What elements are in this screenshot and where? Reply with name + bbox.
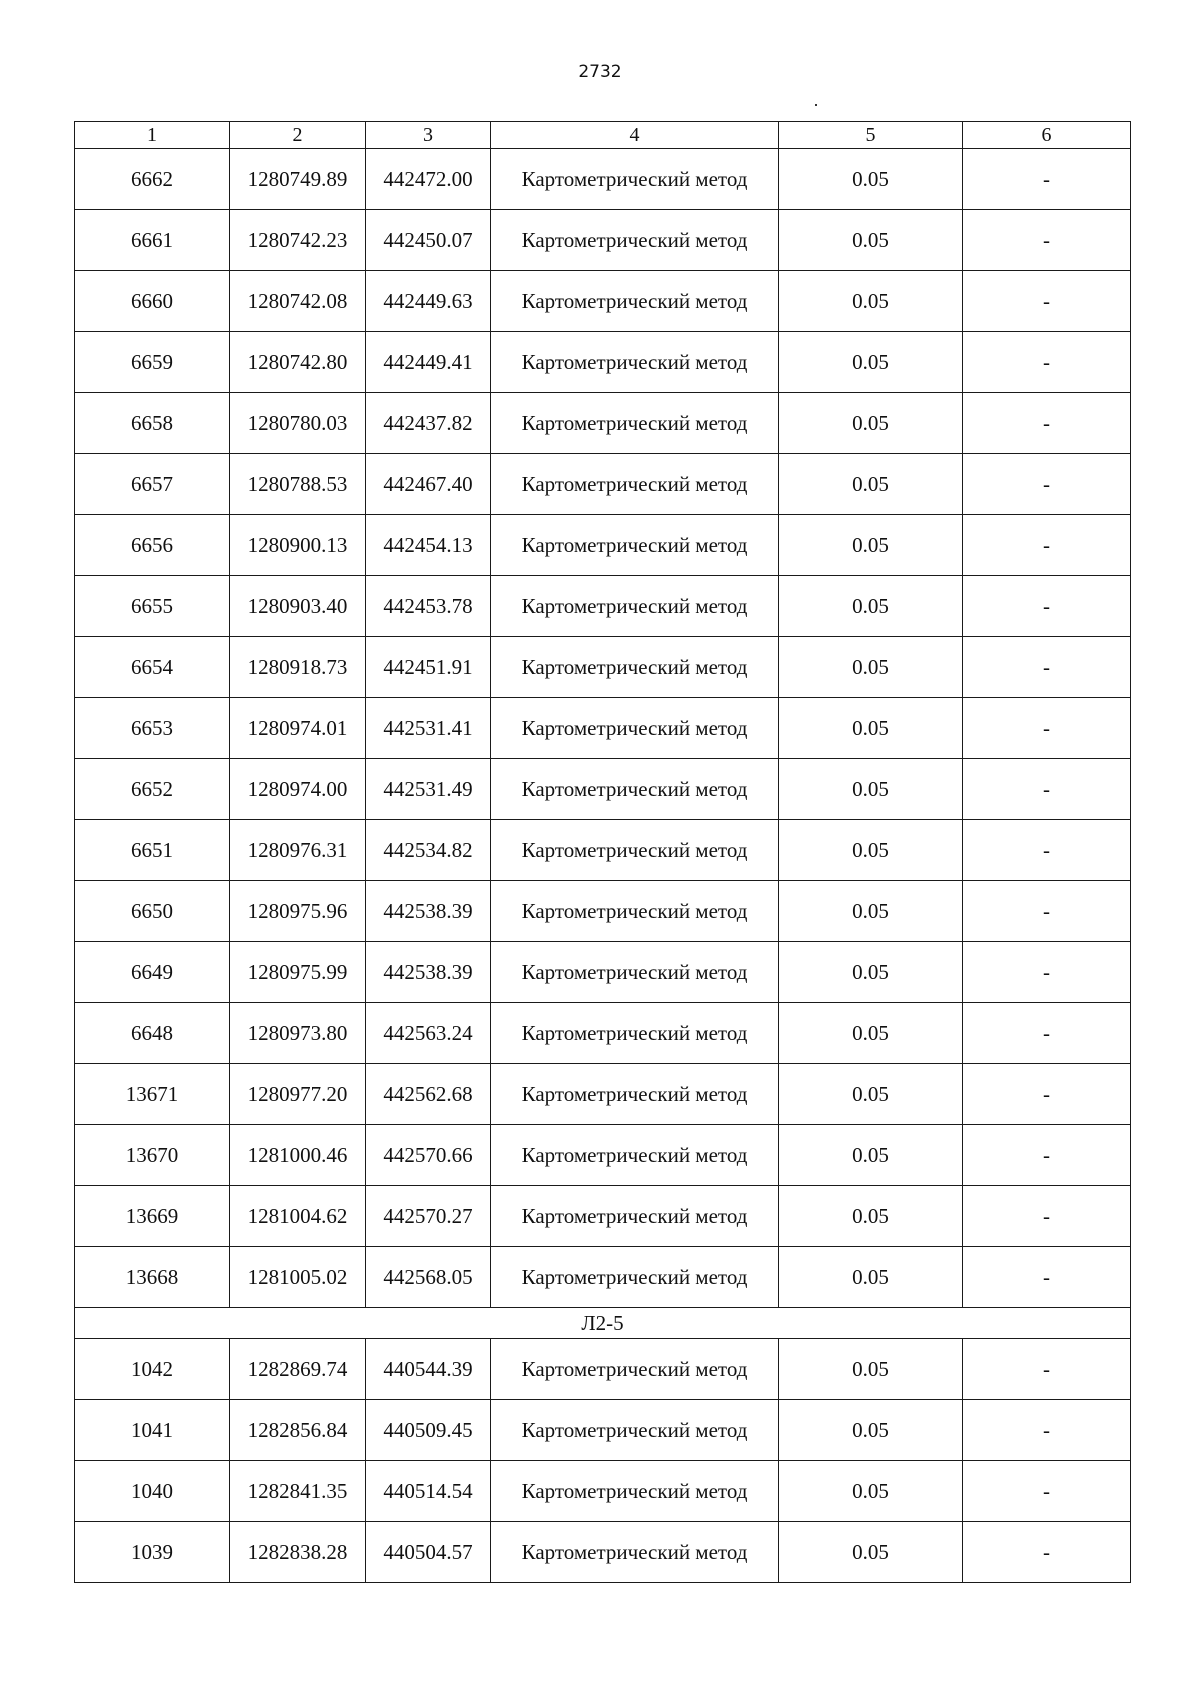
table-cell: - [963,393,1131,454]
table-row [75,576,1131,637]
table-cell: - [963,1064,1131,1125]
table-cell: Картометрический метод [491,576,779,637]
table-cell: - [963,942,1131,1003]
table-cell: 440504.57 [366,1522,491,1583]
table-cell: Картометрический метод [491,759,779,820]
table-row [75,271,1131,332]
table-cell: Картометрический метод [491,515,779,576]
table-cell: 0.05 [779,1461,963,1522]
table-cell: 1041 [75,1400,230,1461]
table-row [75,942,1131,1003]
table-row [75,1461,1131,1522]
table-cell: 6651 [75,820,230,881]
column-header: 4 [491,122,779,149]
table-cell: 1280973.80 [230,1003,366,1064]
coordinates-table [74,121,1131,1583]
table-header-row [75,122,1131,149]
table-cell: 1280742.08 [230,271,366,332]
table-cell: 442534.82 [366,820,491,881]
table-cell: 1281004.62 [230,1186,366,1247]
table-cell: 1282838.28 [230,1522,366,1583]
table-cell: - [963,698,1131,759]
table-row [75,1247,1131,1308]
table-cell: 440509.45 [366,1400,491,1461]
table-cell: 1040 [75,1461,230,1522]
table-cell: 440514.54 [366,1461,491,1522]
table-cell: 1282841.35 [230,1461,366,1522]
table-cell: Картометрический метод [491,393,779,454]
table-cell: Картометрический метод [491,332,779,393]
table-cell: Картометрический метод [491,1064,779,1125]
table-cell: - [963,149,1131,210]
table-row [75,1400,1131,1461]
table-cell: 1280976.31 [230,820,366,881]
table-cell: 1280918.73 [230,637,366,698]
table-cell: - [963,1125,1131,1186]
table-cell: 0.05 [779,1400,963,1461]
table-cell: 0.05 [779,271,963,332]
table-cell: Картометрический метод [491,454,779,515]
table-cell: Картометрический метод [491,1186,779,1247]
table-cell: 0.05 [779,759,963,820]
table-cell: 0.05 [779,1003,963,1064]
table-cell: - [963,1400,1131,1461]
table-cell: - [963,271,1131,332]
column-header: 5 [779,122,963,149]
table-cell: 0.05 [779,942,963,1003]
table-cell: 0.05 [779,698,963,759]
table-cell: 6653 [75,698,230,759]
table-cell: Картометрический метод [491,698,779,759]
table-cell: 1039 [75,1522,230,1583]
table-cell: 0.05 [779,1247,963,1308]
table-cell: 6658 [75,393,230,454]
table-cell: 1280788.53 [230,454,366,515]
table-cell: 6654 [75,637,230,698]
table-cell: Картометрический метод [491,1247,779,1308]
table-cell: 442563.24 [366,1003,491,1064]
table-cell: 0.05 [779,149,963,210]
table-cell: 6655 [75,576,230,637]
column-header: 6 [963,122,1131,149]
table-cell: 442531.49 [366,759,491,820]
table-cell: Картометрический метод [491,637,779,698]
column-header: 1 [75,122,230,149]
table-cell: 1280900.13 [230,515,366,576]
table-cell: 0.05 [779,1522,963,1583]
table-cell: 1280742.80 [230,332,366,393]
table-row [75,393,1131,454]
table-cell: 0.05 [779,393,963,454]
table-cell: 0.05 [779,820,963,881]
table-row [75,1522,1131,1583]
table-cell: 442568.05 [366,1247,491,1308]
table-cell: 1282869.74 [230,1339,366,1400]
table-cell: 0.05 [779,637,963,698]
table-row [75,210,1131,271]
table-cell: 442538.39 [366,881,491,942]
table-cell: 1280974.00 [230,759,366,820]
table-cell: 442454.13 [366,515,491,576]
table-row [75,637,1131,698]
table-cell: 13668 [75,1247,230,1308]
table-cell: 1280975.99 [230,942,366,1003]
table-cell: Картометрический метод [491,1400,779,1461]
table-cell: 442531.41 [366,698,491,759]
column-header: 3 [366,122,491,149]
table-cell: 1281005.02 [230,1247,366,1308]
scan-speck [815,104,817,106]
table-cell: Картометрический метод [491,210,779,271]
table-cell: Картометрический метод [491,149,779,210]
table-cell: - [963,332,1131,393]
column-header: 2 [230,122,366,149]
table-cell: - [963,637,1131,698]
table-cell: 1282856.84 [230,1400,366,1461]
table-cell: 6657 [75,454,230,515]
table-cell: 440544.39 [366,1339,491,1400]
table-cell: 1280749.89 [230,149,366,210]
table-cell: 13670 [75,1125,230,1186]
table-row [75,1003,1131,1064]
table-row [75,1186,1131,1247]
table-cell: 1280742.23 [230,210,366,271]
table-cell: 0.05 [779,1064,963,1125]
table-cell: 1280780.03 [230,393,366,454]
table-cell: Картометрический метод [491,1339,779,1400]
table-row [75,1064,1131,1125]
table-cell: 1280903.40 [230,576,366,637]
table-cell: - [963,759,1131,820]
table-row [75,881,1131,942]
table-cell: 442562.68 [366,1064,491,1125]
table-cell: Картометрический метод [491,881,779,942]
table-cell: - [963,210,1131,271]
table-cell: 6659 [75,332,230,393]
table-cell: - [963,820,1131,881]
table-cell: Картометрический метод [491,1003,779,1064]
table-row [75,149,1131,210]
table-cell: 1281000.46 [230,1125,366,1186]
table-cell: 0.05 [779,1125,963,1186]
table-cell: 6649 [75,942,230,1003]
table-cell: Картометрический метод [491,1125,779,1186]
table-cell: 442453.78 [366,576,491,637]
table-cell: 6648 [75,1003,230,1064]
table-row [75,332,1131,393]
table-row [75,1125,1131,1186]
page-number: 2732 [578,62,622,82]
table-cell: 442570.27 [366,1186,491,1247]
table-cell: - [963,1186,1131,1247]
table-cell: 442451.91 [366,637,491,698]
table-cell: 1280974.01 [230,698,366,759]
table-cell: 442437.82 [366,393,491,454]
section-title: Л2-5 [75,1308,1131,1339]
table-row [75,698,1131,759]
table-cell: 1042 [75,1339,230,1400]
table-cell: - [963,1003,1131,1064]
table-cell: 442449.41 [366,332,491,393]
table-cell: 0.05 [779,881,963,942]
table-cell: 0.05 [779,1186,963,1247]
table-cell: 6660 [75,271,230,332]
table-cell: 6662 [75,149,230,210]
table-cell: 0.05 [779,1339,963,1400]
table-cell: - [963,1461,1131,1522]
table-cell: 6656 [75,515,230,576]
table-row [75,820,1131,881]
table-cell: - [963,881,1131,942]
table-cell: - [963,1247,1131,1308]
table-cell: 442449.63 [366,271,491,332]
table-row [75,759,1131,820]
table-cell: 0.05 [779,210,963,271]
table-cell: 1280977.20 [230,1064,366,1125]
table-cell: - [963,1522,1131,1583]
table-cell: Картометрический метод [491,942,779,1003]
table-cell: Картометрический метод [491,271,779,332]
section-row [75,1308,1131,1339]
table-cell: 442538.39 [366,942,491,1003]
table-cell: - [963,1339,1131,1400]
table-cell: - [963,515,1131,576]
table-cell: 442467.40 [366,454,491,515]
table-cell: 442472.00 [366,149,491,210]
table-cell: 0.05 [779,576,963,637]
table-row [75,515,1131,576]
table-cell: 13671 [75,1064,230,1125]
table-row [75,1339,1131,1400]
table-cell: 442450.07 [366,210,491,271]
table-cell: 0.05 [779,515,963,576]
table-cell: 13669 [75,1186,230,1247]
table-cell: Картометрический метод [491,1461,779,1522]
table-cell: 1280975.96 [230,881,366,942]
table-cell: 0.05 [779,332,963,393]
table-cell: Картометрический метод [491,1522,779,1583]
table-cell: 6650 [75,881,230,942]
table-cell: 0.05 [779,454,963,515]
table-cell: 6652 [75,759,230,820]
table-cell: - [963,454,1131,515]
table-cell: Картометрический метод [491,820,779,881]
table-cell: 442570.66 [366,1125,491,1186]
table-cell: - [963,576,1131,637]
table-cell: 6661 [75,210,230,271]
table-row [75,454,1131,515]
